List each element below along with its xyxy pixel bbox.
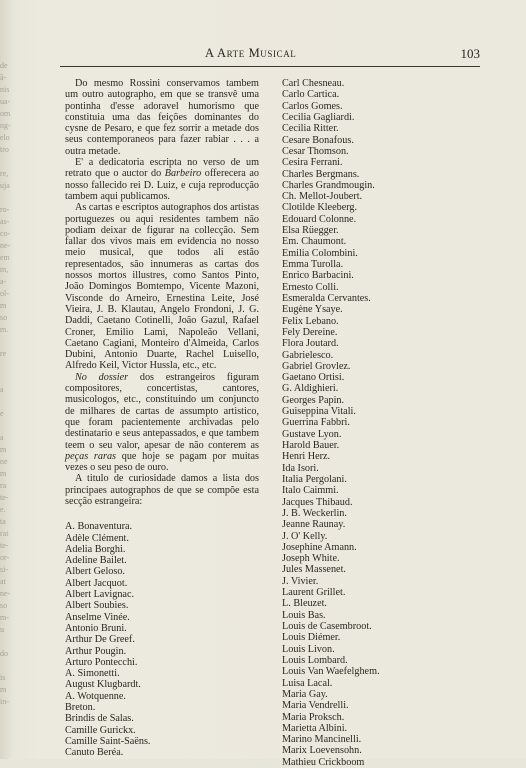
autograph-name: Enrico Barbacini. <box>282 270 354 282</box>
autograph-name: Arthur De Greef. <box>65 634 135 646</box>
autograph-name: Albert Geloso. <box>65 566 125 578</box>
autograph-name: Cesare Bonafous. <box>282 134 354 146</box>
autograph-name: Arturo Pontecchi. <box>65 656 138 668</box>
autograph-name: J. Vivier. <box>282 575 319 587</box>
autograph-name: Adeline Bailet. <box>65 555 127 567</box>
autograph-name: Camille Gurickx. <box>65 724 136 736</box>
autograph-name: Georges Papin. <box>282 394 345 406</box>
page-number: 103 <box>460 46 480 61</box>
autograph-name: Albert Jacquot. <box>65 577 128 589</box>
autograph-name: Charles Grandmougin. <box>282 179 375 191</box>
autograph-name: Laurent Grillet. <box>282 587 346 599</box>
autograph-name: Gustave Lyon. <box>282 428 342 440</box>
autograph-name: Adèle Clément. <box>65 532 129 544</box>
autograph-name: A. Wotquenne. <box>65 690 126 702</box>
italic-barbeiro: Barbeiro <box>164 168 202 180</box>
left-name-list <box>65 521 259 758</box>
autograph-name: Canuto Beréa. <box>65 747 124 759</box>
autograph-name: Brindis de Salas. <box>65 713 134 725</box>
autograph-name: Flora Joutard. <box>282 338 339 350</box>
autograph-name: Eugène Ysaye. <box>282 304 343 316</box>
autograph-name: Jules Massenet. <box>282 564 346 576</box>
autograph-name: Gabrielesco. <box>282 349 334 361</box>
autograph-name: Cesira Ferrani. <box>282 157 343 169</box>
right-name-list <box>282 78 472 768</box>
autograph-name: J. O' Kelly. <box>282 530 328 542</box>
autograph-name: Emma Turolla. <box>282 259 344 270</box>
paragraph-rossini: Do mesmo Rossini conservamos tambem um outro autographo, em que se transvê uma pontinha d'esse adoravel humorismo que constituia uma das feições dominantes do cysne de Pesaro, e que fez sorrir a metade dos seus contemporaneos para fazer rabiar . . . a outra metade. <box>65 78 259 157</box>
autograph-name: Maria Vendrelli. <box>282 700 349 712</box>
autograph-name: Charles Bergmans. <box>282 168 360 180</box>
autograph-name: Fely Dereine. <box>282 326 338 338</box>
autograph-name: Carlos Gomes. <box>282 100 343 112</box>
autograph-name: Cesar Thomson. <box>282 145 349 157</box>
autograph-name: Italia Pergolani. <box>282 473 347 485</box>
autograph-name: Luisa Lacal. <box>282 677 333 689</box>
autograph-name: Josephine Amann. <box>282 541 357 553</box>
autograph-name: Arthur Pougin. <box>65 645 127 657</box>
autograph-name: A. Bonaventura. <box>65 521 133 533</box>
autograph-name: Camille Saint-Saëns. <box>65 735 151 747</box>
autograph-name: Ch. Mellot-Joubert. <box>282 191 363 203</box>
autograph-name: Mathieu Crickboom <box>282 756 365 768</box>
header-rule <box>60 66 480 67</box>
autograph-name: Louis Lombard. <box>282 654 348 666</box>
autograph-name: Gaetano Ortisi. <box>282 372 345 384</box>
autograph-name: Antonio Bruni. <box>65 622 127 634</box>
autograph-name: G. Aldighieri. <box>282 383 339 395</box>
autograph-name: Edouard Colonne. <box>282 213 357 225</box>
autograph-name: Jacques Thibaud. <box>282 496 353 508</box>
header-title: A Arte Musical <box>205 46 297 60</box>
autograph-name: Cecilia Gagliardi. <box>282 111 355 123</box>
autograph-name: Carlo Cartica. <box>282 89 340 101</box>
autograph-name: Adelia Borghi. <box>65 543 126 555</box>
autograph-name: Albert Lavignac. <box>65 589 135 601</box>
autograph-name: Louis Bas. <box>282 609 326 621</box>
autograph-name: Breton. <box>65 702 96 714</box>
autograph-name: Marix Loevensohn. <box>282 745 362 757</box>
paragraph-dossier: No dossier dos estrangeiros figuram compositores, concertistas, cantores, musicologos, etc., constituindo um conjuncto de milhares de cartas de assumpto artistico, que foram pacientemente archivadas pelo destinatario e seus antepassados, e que tambem teem o seu valor, apesar de não conterem as peças raras que hoje se pagam por muitas vezes o seu peso de ouro. <box>65 371 260 474</box>
running-header <box>60 46 480 66</box>
autograph-name: Anselme Vinée. <box>65 611 130 623</box>
left-column <box>65 78 259 759</box>
autograph-name: Ernesto Colli. <box>282 281 339 293</box>
autograph-name: Jeanne Raunay. <box>282 519 346 531</box>
paragraph-cartas: As cartas e escriptos autographos dos artistas portuguezes ou aqui residentes tambem não podiam deixar de figurar na collecção. Sem fallar dos vivos mais em evidencia no nosso meio musical, que todos ali estão representados, são innumeras as cartas dos nossos mortos illustres, como Santos Pinto, João Domingos Bomtempo, Vicente Mazoni, Visconde do Arneiro, Ernestina Leite, José Vieira, J. B. Klautau, Angelo Frondoni, J. G. Daddi, Caetano Cotinelli, João Gazul, Rafael Croner, Emilio Lami, Napoleão Vellani, Caetano Cagiani, Monteiro d'Almeida, Carlos Dubini, Antonio Duarte, Rachel Luisello, Alfredo Keil, Victor Hussla, etc., etc. <box>65 202 259 372</box>
italic-dossier: No dossier <box>75 371 129 383</box>
autograph-name: Albert Soubies. <box>65 600 129 612</box>
autograph-name: Italo Caimmi. <box>282 485 339 497</box>
autograph-name: Guerrina Fabbri. <box>282 417 350 429</box>
autograph-name: Maria Gay. <box>282 688 328 700</box>
autograph-name: Felix Lebano. <box>282 315 339 327</box>
paragraph-lista: A titulo de curiosidade damos a lista dos principaes autographos de que se compõe esta secção estrangeira: <box>65 473 259 507</box>
autograph-name: Marietta Albini. <box>282 722 348 734</box>
autograph-name: J. B. Weckerlin. <box>282 507 347 519</box>
autograph-name: Maria Proksch. <box>282 711 345 723</box>
autograph-name: Henri Herz. <box>282 451 331 463</box>
autograph-name: Clotilde Kleeberg. <box>282 202 358 214</box>
autograph-name: Emilia Colombini. <box>282 247 358 259</box>
autograph-name: Elsa Rüegger. <box>282 225 339 237</box>
autograph-name: Esmeralda Cervantes. <box>282 292 371 304</box>
autograph-name: Louis de Casembroot. <box>282 621 372 632</box>
autograph-name: Ida Isori. <box>282 462 319 474</box>
autograph-name: Gabriel Grovlez. <box>282 360 351 372</box>
italic-pecas-raras: peças raras <box>65 450 117 462</box>
autograph-name: Louis Livon. <box>282 643 335 655</box>
autograph-name: Guiseppina Vitali. <box>282 406 356 418</box>
autograph-name: Marino Mancinelli. <box>282 734 362 746</box>
autograph-name: Cecilia Ritter. <box>282 123 339 135</box>
autograph-name: L. Bleuzet. <box>282 598 327 610</box>
autograph-name: Harold Bauer. <box>282 440 340 451</box>
adjacent-page-margin-fragments: de ã- nis ua- om ng- elo tro re, uja ro- as- co- ne- em m, a- ol- m so m. re a e a m ne m ra te- e. ta rat te- or- si- at ne- so m- u do is m in- <box>0 61 11 706</box>
autograph-name: Joseph White. <box>282 553 340 565</box>
autograph-name: Louis Van Waefelghem. <box>282 666 380 678</box>
autograph-name: Em. Chaumont. <box>282 236 347 248</box>
paragraph-dedicatoria: E' a dedicatoria escripta no verso de um retrato que o auctor do Barbeiro offerecera ao nosso fallecido rei D. Luiz, e cuja reproducção tambem aqui publicamos. <box>65 157 259 202</box>
autograph-name: A. Simonetti. <box>65 668 120 680</box>
autograph-name: August Klugbardt. <box>65 679 141 691</box>
autograph-name: Carl Chesneau. <box>282 78 345 89</box>
autograph-name: Louis Diémer. <box>282 632 341 644</box>
